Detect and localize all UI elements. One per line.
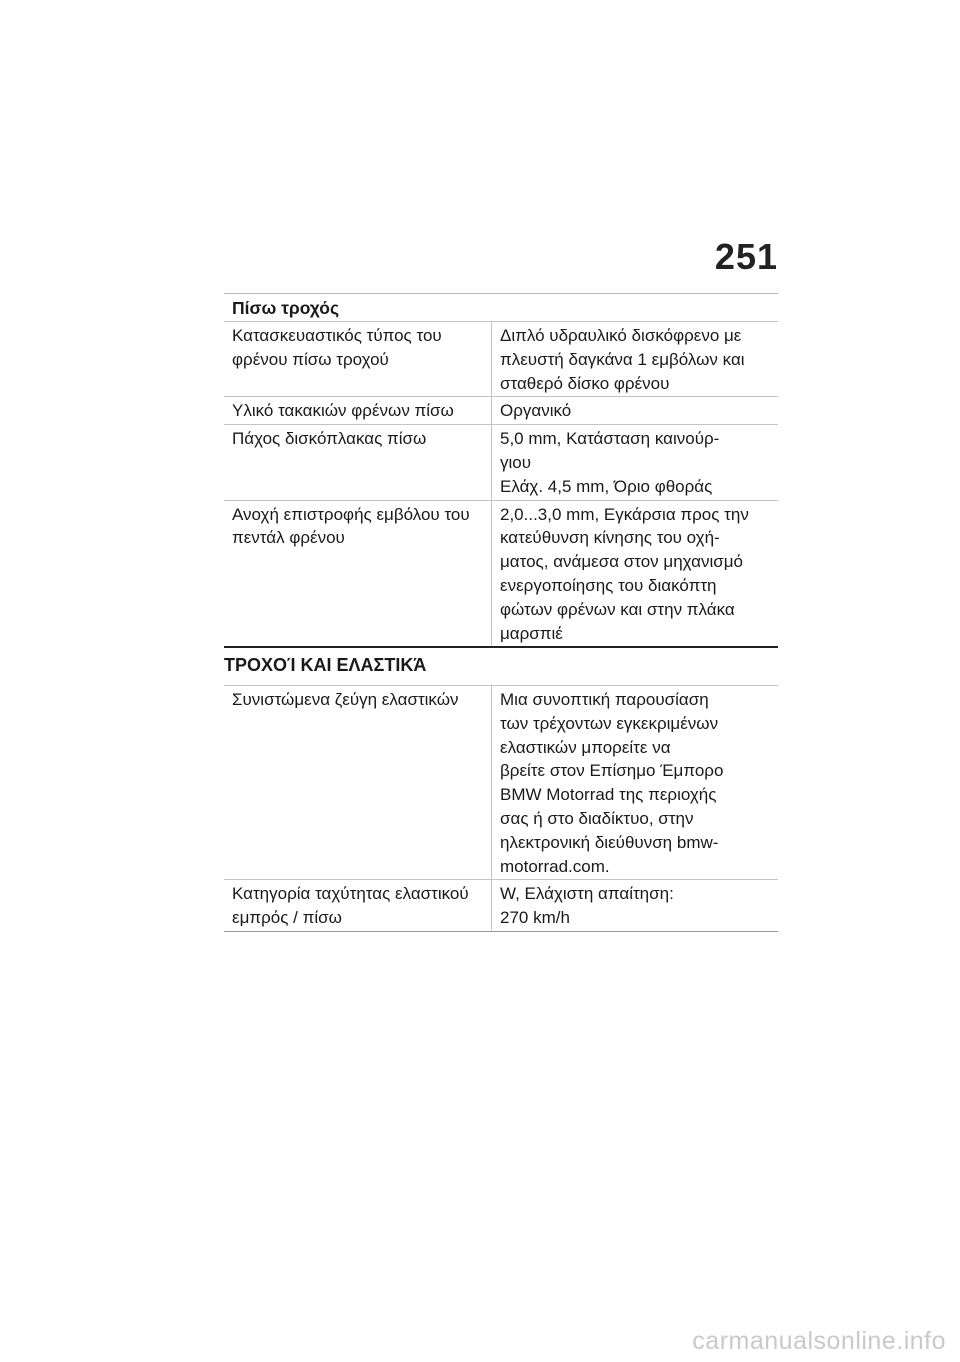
tyres-spec-table: [224, 646, 778, 932]
spec-value-line: κατεύθυνση κίνησης του οχή-: [500, 528, 720, 548]
rear-wheel-heading: Πίσω τροχός: [224, 293, 778, 321]
table-row: [224, 321, 778, 396]
rear-wheel-spec-table: [224, 293, 778, 647]
watermark: carmanualsonline.info: [692, 1327, 946, 1355]
spec-value-line: φώτων φρένων και στην πλάκα: [500, 599, 735, 619]
spec-value-line: Ελάχ. 4,5 mm, Όριο φθοράς: [500, 476, 713, 496]
chapter-title: ΤΡΟΧΟΊ ΚΑΙ ΕΛΑΣΤΙΚΆ: [224, 646, 778, 685]
spec-label-line: Υλικό τακακιών φρένων πίσω: [232, 401, 454, 421]
spec-value-line: motorrad.com.: [500, 856, 610, 876]
spec-value-line: γιου: [500, 452, 532, 472]
spec-value-line: 5,0 mm, Κατάσταση καινούρ-: [500, 429, 720, 449]
spec-value-line: βρείτε στον Επίσημο Έμπορο: [500, 761, 724, 781]
spec-label: [224, 397, 492, 424]
spec-value-line: Μια συνοπτική παρουσίαση: [500, 690, 709, 709]
spec-value-line: μαρσπιέ: [500, 623, 563, 643]
spec-value-line: σταθερό δίσκο φρένου: [500, 373, 670, 393]
spec-label: [224, 322, 492, 396]
spec-value: [492, 425, 778, 499]
spec-label-line: Πάχος δισκόπλακας πίσω: [232, 429, 427, 449]
table-row: [224, 424, 778, 499]
spec-value: [492, 322, 778, 396]
spec-value-line: W, Ελάχιστη απαίτηση:: [500, 884, 674, 904]
spec-label-line: Κατηγορία ταχύτητας ελαστικού: [232, 884, 469, 904]
spec-value-line: ελαστικών μπορείτε να: [500, 737, 671, 757]
spec-value-line: πλευστή δαγκάνα 1 εμβόλων και: [500, 349, 745, 369]
spec-value-line: Διπλό υδραυλικό δισκόφρενο με: [500, 326, 742, 345]
spec-value: [492, 686, 778, 879]
spec-value-line: ενεργοποίησης του διακόπτη: [500, 575, 717, 595]
page-number: 251: [714, 236, 778, 277]
table-row: [224, 685, 778, 879]
spec-label: [224, 501, 492, 647]
table-row: [224, 396, 778, 424]
spec-label-line: Κατασκευαστικός τύπος του: [232, 326, 442, 345]
spec-value-line: σας ή στο διαδίκτυο, στην: [500, 808, 694, 828]
spec-label-line: φρένου πίσω τροχού: [232, 349, 389, 369]
spec-value-line: ματος, ανάμεσα στον μηχανισμό: [500, 552, 743, 572]
spec-value-line: 2,0...3,0 mm, Εγκάρσια προς την: [500, 504, 749, 524]
spec-label-line: Συνιστώμενα ζεύγη ελαστικών: [232, 690, 459, 709]
spec-value-line: των τρέχοντων εγκεκριμένων: [500, 713, 719, 733]
spec-label-line: Ανοχή επιστροφής εμβόλου του: [232, 504, 470, 524]
spec-label-line: εμπρός / πίσω: [232, 908, 342, 928]
spec-label-line: πεντάλ φρένου: [232, 528, 345, 548]
spec-value: [492, 397, 778, 424]
spec-value-line: Οργανικό: [500, 401, 572, 421]
spec-value-line: 270 km/h: [500, 908, 570, 928]
spec-label: [224, 686, 492, 879]
spec-value-line: BMW Motorrad της περιοχής: [500, 785, 717, 805]
spec-value-line: ηλεκτρονική διεύθυνση bmw-: [500, 832, 719, 852]
spec-label: [224, 425, 492, 499]
table-row: [224, 879, 778, 932]
spec-label: [224, 880, 492, 931]
spec-value: [492, 501, 778, 647]
table-row: [224, 500, 778, 648]
spec-value: [492, 880, 778, 931]
